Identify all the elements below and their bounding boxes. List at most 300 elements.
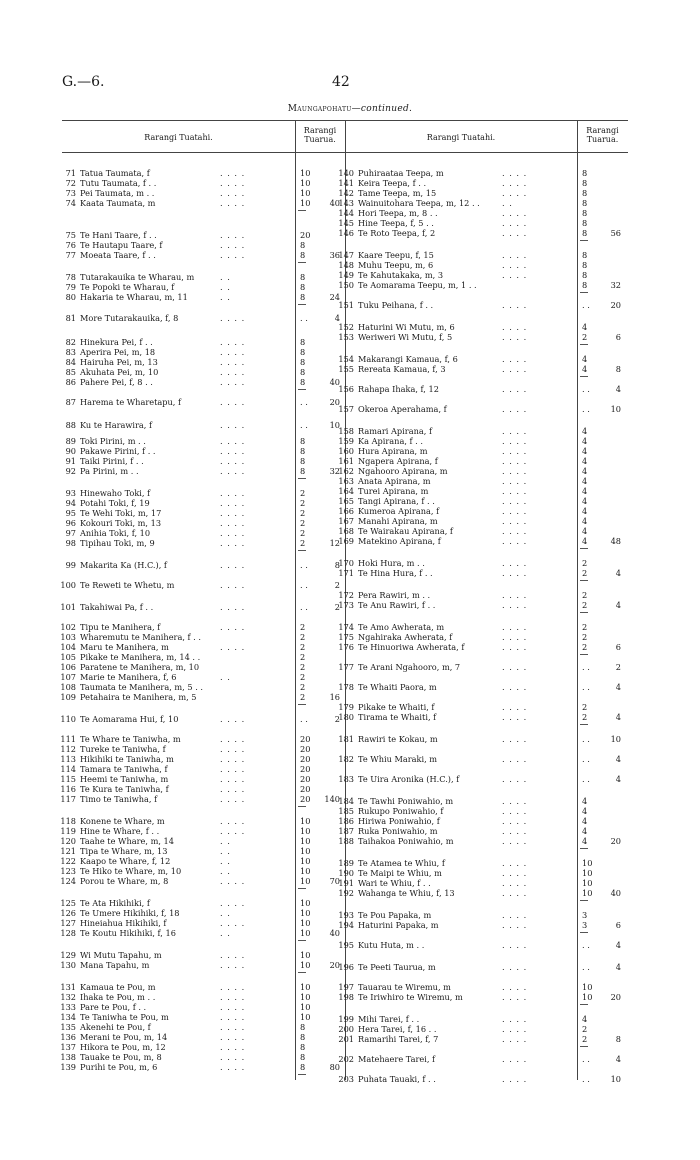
entry-number: 123	[60, 866, 76, 876]
leader-dots: . . . .	[220, 744, 246, 754]
entry-number: 202	[338, 1054, 354, 1064]
entry-name: Rereata Kamaua, f, 3	[358, 364, 446, 374]
entry-name: Te Aomarama Hui, f, 10	[80, 714, 179, 724]
leader-dots: . . . .	[220, 826, 246, 836]
individual-share: 2	[582, 712, 588, 722]
individual-share: 8	[582, 218, 588, 228]
entry-name: Tipa te Whare, m, 13	[80, 846, 168, 856]
individual-share: 10	[300, 816, 311, 826]
family-total: 4	[615, 940, 621, 950]
entry-number: 120	[60, 836, 76, 846]
family-total: 20	[329, 960, 340, 970]
right-share-divider	[577, 120, 578, 1080]
individual-share: 2	[300, 528, 306, 538]
entry-name: Te Wehi Toki, m, 17	[80, 508, 162, 518]
leader-dots: . . . .	[220, 498, 246, 508]
individual-share: 2	[300, 538, 306, 548]
individual-share: 8	[582, 198, 588, 208]
entry-name: Ramari Apirana, f	[358, 426, 432, 436]
individual-share: 4	[582, 436, 588, 446]
individual-share: 8	[300, 272, 306, 282]
entry-number: 197	[338, 982, 354, 992]
subtotal-rule	[298, 262, 306, 263]
leader-dots: . . . .	[502, 568, 528, 578]
individual-share: . .	[582, 384, 590, 394]
leader-dots: . . . .	[502, 506, 528, 516]
individual-share: . .	[300, 580, 308, 590]
entry-name: Hikihiki te Taniwha, m	[80, 754, 174, 764]
leader-dots: . . . .	[502, 260, 528, 270]
entry-name: Turei Apirana, m	[358, 486, 429, 496]
subtotal-rule	[580, 344, 588, 345]
entry-name: Te Tawhi Poniwahio, m	[358, 796, 454, 806]
entry-name: Anihia Toki, f, 10	[80, 528, 151, 538]
entry-number: 77	[65, 250, 76, 260]
entry-name: Weriweri Wi Mutu, f, 5	[358, 332, 453, 342]
entry-number: 134	[60, 1012, 76, 1022]
individual-share: 10	[300, 876, 311, 886]
individual-share: 8	[300, 240, 306, 250]
family-total: 4	[615, 754, 621, 764]
entry-name: Taiki Pirini, f . .	[80, 456, 144, 466]
leader-dots: . . . .	[502, 486, 528, 496]
entry-number: 167	[338, 516, 354, 526]
entry-name: Potahi Toki, f, 19	[80, 498, 150, 508]
entry-name: Te Whare te Taniwha, m	[80, 734, 181, 744]
entry-number: 118	[60, 816, 76, 826]
individual-share: 4	[582, 1014, 588, 1024]
individual-share: 8	[582, 250, 588, 260]
individual-share: 8	[582, 168, 588, 178]
entry-name: Pakawe Pirini, f . .	[80, 446, 156, 456]
individual-share: 8	[300, 337, 306, 347]
family-total: 80	[329, 1062, 340, 1072]
family-total: 12	[329, 538, 340, 548]
entry-number: 98	[65, 538, 76, 548]
individual-share: 4	[582, 354, 588, 364]
leader-dots: . . . .	[502, 836, 528, 846]
leader-dots: . . . .	[502, 250, 528, 260]
leader-dots: . . . .	[502, 888, 528, 898]
family-total: 40	[329, 198, 340, 208]
individual-share: 4	[582, 364, 588, 374]
family-total: 2	[334, 714, 340, 724]
leader-dots: . . . .	[502, 270, 528, 280]
entry-name: Keira Teepa, f . .	[358, 178, 427, 188]
entry-number: 72	[65, 178, 76, 188]
subtotal-rule	[580, 240, 588, 241]
individual-share: 8	[300, 357, 306, 367]
entry-number: 73	[65, 188, 76, 198]
leader-dots: . .	[220, 908, 231, 918]
entry-name: Makarangi Kamaua, f, 6	[358, 354, 458, 364]
entry-number: 157	[338, 404, 354, 414]
leader-dots: . . . .	[220, 1002, 246, 1012]
individual-share: 8	[300, 250, 306, 260]
entry-name: Te Pou Papaka, m	[358, 910, 432, 920]
individual-share: 2	[300, 652, 306, 662]
leader-dots: . . . .	[502, 826, 528, 836]
entry-name: Paratene te Manihera, m, 10	[80, 662, 200, 672]
leader-dots: . . . .	[220, 560, 246, 570]
entry-name: Takahiwai Pa, f . .	[80, 602, 154, 612]
leader-dots: . . . .	[220, 250, 246, 260]
individual-share: 10	[300, 918, 311, 928]
entry-number: 131	[60, 982, 76, 992]
entry-name: Kokouri Toki, m, 13	[80, 518, 162, 528]
entry-name: Heemi te Taniwha, m	[80, 774, 169, 784]
individual-share: 2	[300, 642, 306, 652]
family-total: 32	[610, 280, 621, 290]
individual-share: 2	[582, 558, 588, 568]
entry-number: 164	[338, 486, 354, 496]
leader-dots: . . . .	[220, 622, 246, 632]
leader-dots: . . . .	[502, 712, 528, 722]
individual-share: 20	[300, 784, 311, 794]
leader-dots: . . . .	[220, 754, 246, 764]
family-total: 4	[615, 1054, 621, 1064]
entry-name: Pa Pirini, m . .	[80, 466, 139, 476]
individual-share: 8	[300, 1022, 306, 1032]
entry-name: Kutu Huta, m . .	[358, 940, 425, 950]
leader-dots: . . . .	[220, 642, 246, 652]
entry-name: Te Hautapu Taare, f	[80, 240, 163, 250]
entry-number: 150	[338, 280, 354, 290]
entry-number: 86	[65, 377, 76, 387]
leader-dots: . . . .	[220, 240, 246, 250]
entry-name: Hakaria te Wharau, m, 11	[80, 292, 188, 302]
entry-name: Hura Apirana, m	[358, 446, 428, 456]
entry-number: 82	[65, 337, 76, 347]
leader-dots: . . . .	[502, 536, 528, 546]
entry-name: Te Iriwhiro te Wiremu, m	[358, 992, 463, 1002]
leader-dots: . . . .	[220, 178, 246, 188]
entry-name: Hineiahua Hikihiki, f	[80, 918, 167, 928]
leader-dots: . . . .	[502, 992, 528, 1002]
entry-name: Matehaere Tarei, f	[358, 1054, 436, 1064]
entry-name: Ngahiraka Awherata, f	[358, 632, 453, 642]
entry-name: Okeroa Aperahama, f	[358, 404, 447, 414]
individual-share: 2	[300, 632, 306, 642]
individual-share: 2	[582, 702, 588, 712]
entry-number: 189	[338, 858, 354, 868]
leader-dots: . . . .	[502, 558, 528, 568]
entry-number: 151	[338, 300, 354, 310]
leader-dots: . . . .	[502, 590, 528, 600]
leader-dots: . .	[220, 928, 231, 938]
entry-number: 154	[338, 354, 354, 364]
individual-share: 4	[582, 816, 588, 826]
entry-name: Konene te Whare, m	[80, 816, 165, 826]
leader-dots: . . . .	[502, 982, 528, 992]
entry-name: Pikake te Manihera, m, 14 . .	[80, 652, 201, 662]
entry-name: Ngapera Apirana, f	[358, 456, 438, 466]
entry-number: 156	[338, 384, 354, 394]
family-total: 8	[615, 1034, 621, 1044]
entry-number: 183	[338, 774, 354, 784]
individual-share: 8	[300, 292, 306, 302]
subtotal-rule	[298, 1074, 306, 1075]
entry-name: Te Hani Taare, f . .	[80, 230, 157, 240]
individual-share: 4	[582, 506, 588, 516]
individual-share: 10	[582, 982, 593, 992]
entry-name: Marie te Manihera, f, 6	[80, 672, 177, 682]
individual-share: 4	[582, 796, 588, 806]
leader-dots: . .	[220, 846, 231, 856]
entry-name: Te Reweti te Whetu, m	[80, 580, 175, 590]
individual-share: . .	[582, 300, 590, 310]
left-share-header	[295, 126, 345, 144]
entry-name: Te Hinuoriwa Awherata, f	[358, 642, 465, 652]
entry-name: Pei Taumata, m . .	[80, 188, 155, 198]
subtotal-rule	[580, 932, 588, 933]
family-total: 20	[610, 300, 621, 310]
individual-share: 10	[300, 846, 311, 856]
entry-name: Kaata Taumata, m	[80, 198, 156, 208]
entry-number: 153	[338, 332, 354, 342]
subtotal-rule	[298, 550, 306, 551]
entry-name: Te Aomarama Teepu, m, 1 . .	[358, 280, 477, 290]
leader-dots: . .	[220, 292, 231, 302]
entry-number: 128	[60, 928, 76, 938]
leader-dots: . . . .	[502, 354, 528, 364]
individual-share: 2	[300, 692, 306, 702]
entry-name: Manahi Apirana, m	[358, 516, 438, 526]
leader-dots: . . . .	[220, 347, 246, 357]
entry-number: 108	[60, 682, 76, 692]
individual-share: 8	[582, 208, 588, 218]
leader-dots: . . . .	[220, 436, 246, 446]
individual-share: 20	[300, 764, 311, 774]
entry-number: 115	[60, 774, 76, 784]
entry-name: Te Roto Teepa, f, 2	[358, 228, 436, 238]
entry-number: 192	[338, 888, 354, 898]
right-share-header	[577, 126, 628, 144]
leader-dots: . . . .	[220, 466, 246, 476]
leader-dots: . . . .	[220, 794, 246, 804]
leader-dots: . . . .	[502, 796, 528, 806]
entry-number: 152	[338, 322, 354, 332]
individual-share: 4	[582, 526, 588, 536]
individual-share: 3	[582, 920, 588, 930]
entry-name: Te Peeti Taurua, m	[358, 962, 436, 972]
individual-share: . .	[300, 714, 308, 724]
entry-name: Puhiraataa Teepa, m	[358, 168, 444, 178]
individual-share: 8	[300, 282, 306, 292]
entry-name: Puhata Tauaki, f . .	[358, 1074, 436, 1084]
subtotal-rule	[298, 888, 306, 889]
entry-number: 93	[65, 488, 76, 498]
family-total: 10	[610, 1074, 621, 1084]
individual-share: 8	[300, 1062, 306, 1072]
entry-name: Makarita Ka (H.C.), f	[80, 560, 167, 570]
entry-number: 149	[338, 270, 354, 280]
entry-number: 126	[60, 908, 76, 918]
entry-number: 92	[65, 466, 76, 476]
individual-share: 2	[582, 642, 588, 652]
entry-number: 75	[65, 230, 76, 240]
family-total: 2	[334, 602, 340, 612]
individual-share: 10	[300, 1002, 311, 1012]
leader-dots: . . . .	[502, 962, 528, 972]
entry-name: Tureke te Taniwha, f	[80, 744, 166, 754]
entry-name: Te Whiu Maraki, m	[358, 754, 438, 764]
individual-share: 8	[582, 270, 588, 280]
entry-name: Tipu te Manihera, f	[80, 622, 161, 632]
right-share-header-line1: Rarangi	[586, 126, 619, 135]
leader-dots: . . . .	[220, 960, 246, 970]
subtitle-main: Maungapohatu—	[287, 104, 361, 114]
individual-share: 8	[300, 466, 306, 476]
individual-share: 8	[582, 228, 588, 238]
leader-dots: . . . .	[502, 754, 528, 764]
individual-share: . .	[300, 420, 308, 430]
entry-number: 110	[60, 714, 76, 724]
entry-number: 145	[338, 218, 354, 228]
entry-number: 190	[338, 868, 354, 878]
individual-share: 8	[582, 178, 588, 188]
entry-number: 106	[60, 662, 76, 672]
entry-number: 101	[60, 602, 76, 612]
entry-name: Kaare Teepu, f, 15	[358, 250, 434, 260]
document-reference: G.—6.	[62, 74, 105, 90]
leader-dots: . . . .	[502, 642, 528, 652]
entry-name: Tutu Taumata, f . .	[80, 178, 157, 188]
entry-name: Tutarakauika te Wharau, m	[80, 272, 195, 282]
leader-dots: . . . .	[220, 377, 246, 387]
entry-number: 177	[338, 662, 354, 672]
subtotal-rule	[298, 210, 306, 211]
subtotal-rule	[580, 292, 588, 293]
entry-name: Taihakoa Poniwahio, m	[358, 836, 454, 846]
left-share-divider	[295, 120, 296, 1080]
entry-number: 83	[65, 347, 76, 357]
entry-number: 201	[338, 1034, 354, 1044]
entry-name: Wainuitohara Teepa, m, 12 . .	[358, 198, 480, 208]
leader-dots: . . . .	[502, 816, 528, 826]
entry-name: Timo te Taniwha, f	[80, 794, 158, 804]
leader-dots: . . . .	[502, 734, 528, 744]
individual-share: 8	[582, 188, 588, 198]
entry-number: 81	[65, 313, 76, 323]
entry-name: Te Uira Aronika (H.C.), f	[358, 774, 460, 784]
leader-dots: . . . .	[502, 662, 528, 672]
family-total: 4	[615, 384, 621, 394]
right-share-header-line2: Tuarua.	[586, 135, 619, 144]
leader-dots: . . . .	[502, 496, 528, 506]
family-total: 8	[334, 560, 340, 570]
individual-share: 8	[300, 367, 306, 377]
leader-dots: . . . .	[502, 456, 528, 466]
leader-dots: . . . .	[220, 188, 246, 198]
entry-number: 173	[338, 600, 354, 610]
subtotal-rule	[580, 376, 588, 377]
leader-dots: . . . .	[220, 602, 246, 612]
individual-share: 4	[582, 826, 588, 836]
entry-number: 181	[338, 734, 354, 744]
family-total: 4	[615, 600, 621, 610]
individual-share: . .	[582, 962, 590, 972]
leader-dots: . . . .	[502, 436, 528, 446]
individual-share: 2	[300, 498, 306, 508]
leader-dots: . . . .	[502, 910, 528, 920]
individual-share: . .	[300, 397, 308, 407]
entry-name: Matekino Apirana, f	[358, 536, 441, 546]
subtotal-rule	[298, 704, 306, 705]
leader-dots: . . . .	[502, 1034, 528, 1044]
entry-name: Akenehi te Pou, f	[80, 1022, 151, 1032]
entry-name: Te Kura te Taniwha, f	[80, 784, 169, 794]
individual-share: 2	[582, 332, 588, 342]
entry-name: Te Umere Hikihiki, f, 18	[80, 908, 180, 918]
entry-name: Ihaka te Pou, m . .	[80, 992, 156, 1002]
entry-name: Hairuha Pei, m, 13	[80, 357, 158, 367]
individual-share: 10	[300, 898, 311, 908]
leader-dots: . . . .	[220, 898, 246, 908]
leader-dots: . . . .	[220, 816, 246, 826]
page-number: 42	[332, 74, 350, 90]
entry-number: 78	[65, 272, 76, 282]
leader-dots: . . . .	[502, 228, 528, 238]
individual-share: 10	[582, 858, 593, 868]
entry-number: 80	[65, 292, 76, 302]
leader-dots: . . . .	[502, 1074, 528, 1084]
entry-number: 179	[338, 702, 354, 712]
entry-number: 171	[338, 568, 354, 578]
individual-share: 2	[582, 1034, 588, 1044]
family-total: 8	[615, 364, 621, 374]
individual-share: . .	[582, 404, 590, 414]
subtotal-rule	[580, 848, 588, 849]
leader-dots: . . . .	[502, 858, 528, 868]
individual-share: 10	[300, 908, 311, 918]
leader-dots: . . . .	[502, 188, 528, 198]
family-total: 4	[334, 313, 340, 323]
leader-dots: . . . .	[220, 518, 246, 528]
family-total: 48	[610, 536, 621, 546]
entry-name: Kamaua te Pou, m	[80, 982, 156, 992]
entry-number: 203	[338, 1074, 354, 1084]
entry-name: Aperira Pei, m, 18	[80, 347, 156, 357]
entry-number: 191	[338, 878, 354, 888]
individual-share: . .	[582, 1074, 590, 1084]
entry-name: Tuku Peihana, f . .	[358, 300, 434, 310]
leader-dots: . . . .	[220, 580, 246, 590]
entry-number: 160	[338, 446, 354, 456]
entry-number: 187	[338, 826, 354, 836]
individual-share: 10	[300, 168, 311, 178]
family-total: 40	[329, 928, 340, 938]
entry-number: 166	[338, 506, 354, 516]
entry-name: Ramarihi Tarei, f, 7	[358, 1034, 439, 1044]
leader-dots: . . . .	[502, 208, 528, 218]
entry-name: Te Koutu Hikihiki, f, 16	[80, 928, 176, 938]
entry-number: 97	[65, 528, 76, 538]
individual-share: 4	[582, 536, 588, 546]
leader-dots: . . . .	[220, 876, 246, 886]
entry-number: 174	[338, 622, 354, 632]
leader-dots: . . . .	[502, 806, 528, 816]
entry-number: 99	[65, 560, 76, 570]
entry-name: Rukupo Poniwahio, f	[358, 806, 444, 816]
entry-number: 74	[65, 198, 76, 208]
individual-share: 4	[582, 486, 588, 496]
entry-number: 95	[65, 508, 76, 518]
leader-dots: . .	[220, 856, 231, 866]
leader-dots: . . . .	[502, 1054, 528, 1064]
entry-number: 117	[60, 794, 76, 804]
entry-number: 125	[60, 898, 76, 908]
